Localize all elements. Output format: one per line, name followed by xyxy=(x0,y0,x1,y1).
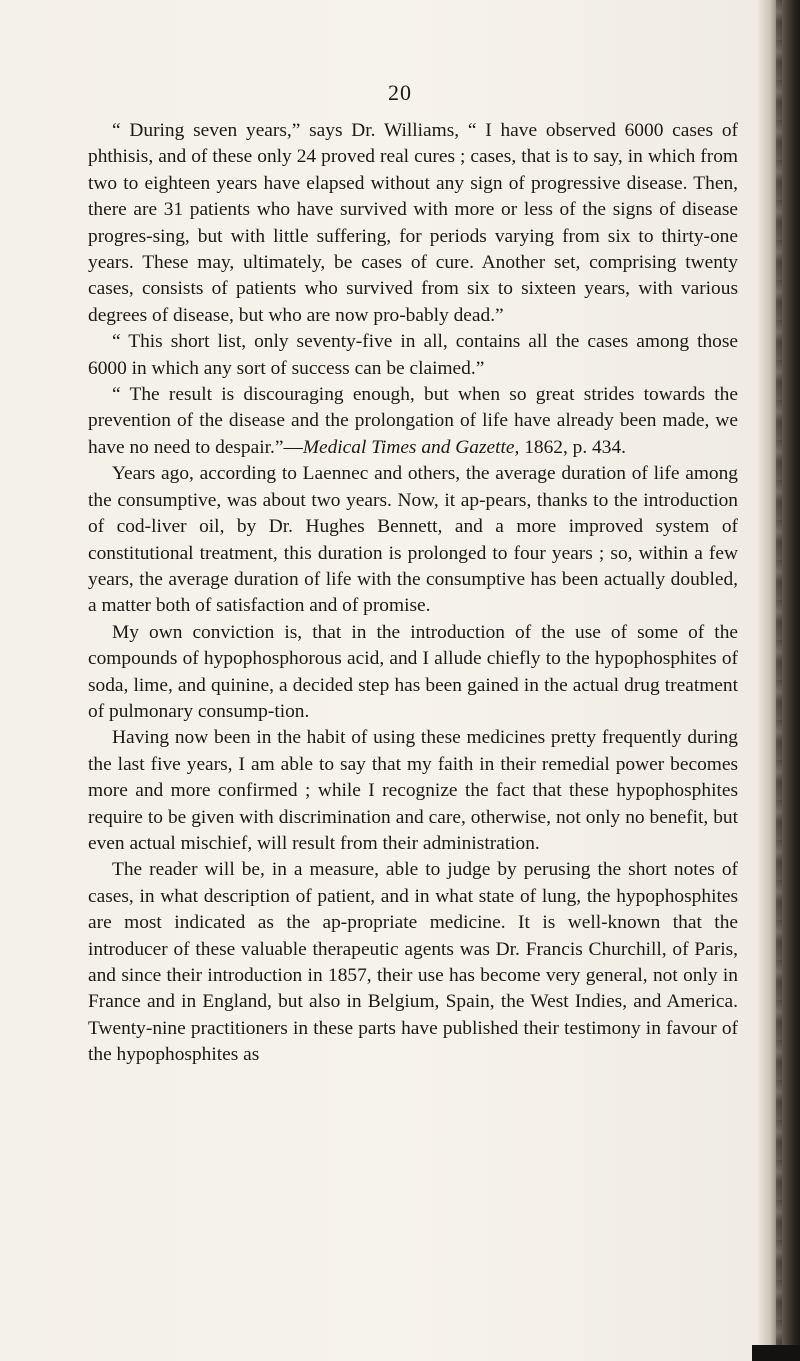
paragraph-reader-notes: The reader will be, in a measure, able to judge by perusing the short notes of cases, in what description of patient, and in what state of lung, the hypophosphites are most indicated as the ap-propriate medicine. It is well-known that the introducer of these valuable therapeutic agents was Dr. Francis Churchill, of Paris, and since their introduction in 1857, their use has become very general, not only in France and in England, but also in Belgium, Spain, the West Indies, and America. Twenty-nine practitioners in these parts have published their testimony in favour of the hypophosphites as xyxy=(88,859,738,1066)
paragraph-result-citation xyxy=(88,382,738,461)
book-binding-edge xyxy=(758,0,800,1361)
page-number: 20 xyxy=(388,80,412,105)
scan-corner-shadow xyxy=(752,1345,800,1361)
paragraph-conviction: My own conviction is, that in the introduction of the use of some of the compounds of hypophosphorous acid, and I allude chiefly to the hypophosphites of soda, lime, and quinine, a decided step has been gained in the actual drug treatment of pulmonary consump-tion. xyxy=(88,621,738,722)
citation-source: Medical Times and Gazette, xyxy=(302,436,520,458)
paragraph-experience: Having now been in the habit of using these medicines pretty frequently during the last five years, I am able to say that my faith in their remedial power becomes more and more confirmed ; while I recognize the fact that these hypophosphites require to be given with discrimination and care, otherwise, not only no benefit, but even actual mischief, will result from their administration. xyxy=(88,727,738,854)
paragraph-laennec: Years ago, according to Laennec and others, the average duration of life among the consumptive, was about two years. Now, it ap-pears, thanks to the introduction of cod-liver oil, by Dr. Hughes Bennett, and a more improved system of constitutional treatment, this duration is prolonged to four years ; so, within a few years, the average duration of life with the consumptive has been actually doubled, a matter both of satisfaction and of promise. xyxy=(88,463,738,617)
citation-date: 1862, p. 434. xyxy=(519,436,626,458)
paragraph-williams-quote: “ During seven years,” says Dr. Williams, “ I have observed 6000 cases of phthisis, and of these only 24 proved real cures ; cases, that is to say, in which from two to eighteen years have elapsed without any sign of progressive disease. Then, there are 31 patients who have survived with more or less of the signs of disease progres-sing, but with little suffering, for periods varying from six to thirty-one years. These may, ultimately, be cases of cure. Another set, comprising twenty cases, consists of patients who survived from six to sixteen years, with various degrees of disease, but who are now pro-bably dead.” xyxy=(88,120,738,326)
body-text xyxy=(88,118,738,1069)
citation-quote: “ The result is discouraging enough, but when so great strides towards the prevention of the disease and the prolongation of life have already been made, we have no need to despair.”— xyxy=(88,384,738,458)
paragraph-short-list: “ This short list, only seventy-five in all, contains all the cases among those 6000 in which any sort of success can be claimed.” xyxy=(88,331,738,379)
